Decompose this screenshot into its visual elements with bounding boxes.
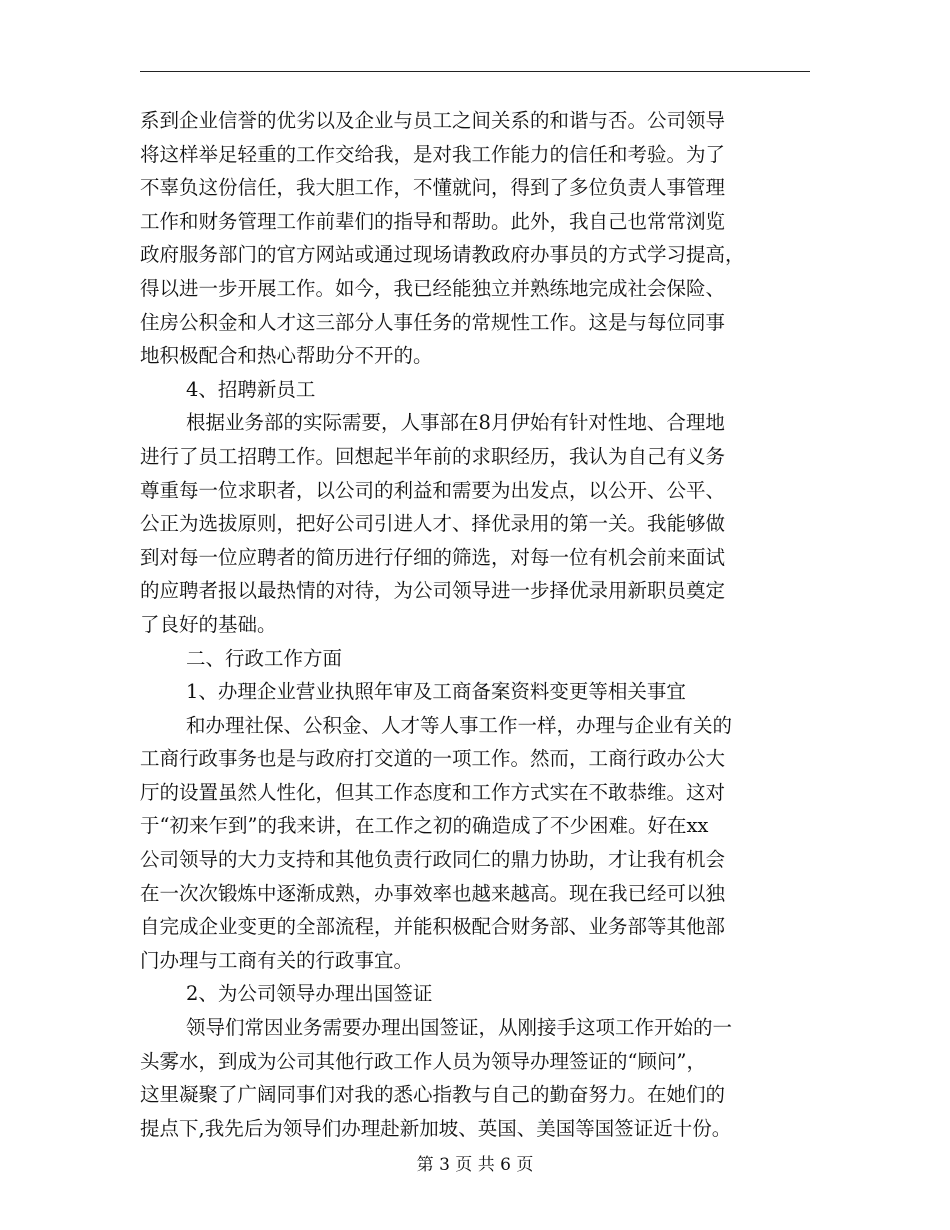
text-line: 了良好的基础。 [140,612,277,636]
header-rule [140,71,810,72]
text-line: 的应聘者报以最热情的对待，为公司领导进一步择优录用新职员奠定 [140,579,726,603]
text-line: 厅的设置虽然人性化，但其工作态度和工作方式实在不敢恭维。这对 [140,780,726,804]
document-body [140,104,810,1145]
text-line: 提点下,我先后为领导们办理赴新加坡、英国、美国等国签证近十份。 [140,1116,732,1140]
text-line: 1、办理企业营业执照年审及工商备案资料变更等相关事宜 [186,680,686,704]
text-line: 到对每一位应聘者的简历进行仔细的筛选，对每一位有机会前来面试 [140,545,726,569]
text-line: 不辜负这份信任，我大胆工作，不懂就问，得到了多位负责人事管理 [140,176,726,200]
text-line: 这里凝聚了广阔同事们对我的悉心指教与自己的勤奋努力。在她们的 [140,1083,726,1107]
text-line: 门办理与工商有关的行政事宜。 [140,948,414,972]
text-line: 公正为选拔原则，把好公司引进人才、择优录用的第一关。我能够做 [140,512,726,536]
text-line: 得以进一步开展工作。如今，我已经能独立并熟练地完成社会保险、 [140,276,726,300]
text-line: 自完成企业变更的全部流程，并能积极配合财务部、业务部等其他部 [140,915,726,939]
text-line: 尊重每一位求职者，以公司的利益和需要为出发点，以公开、公平、 [140,478,726,502]
text-line: 4、招聘新员工 [186,377,316,401]
text-line: 工商行政事务也是与政府打交道的一项工作。然而，工商行政办公大 [140,747,726,771]
text-line: 二、行政工作方面 [186,646,343,670]
text-line: 和办理社保、公积金、人才等人事工作一样，办理与企业有关的 [186,713,733,737]
text-line: 住房公积金和人才这三部分人事任务的常规性工作。这是与每位同事 [140,310,726,334]
text-line: 公司领导的大力支持和其他负责行政同仁的鼎力协助，才让我有机会 [140,848,726,872]
text-line: 领导们常因业务需要办理出国签证，从刚接手这项工作开始的一 [186,1016,733,1040]
text-line: 根据业务部的实际需要，人事部在8月伊始有针对性地、合理地 [186,411,725,435]
text-line: 系到企业信誉的优劣以及企业与员工之间关系的和谐与否。公司领导 [140,109,726,132]
text-line: 头雾水，到成为公司其他行政工作人员为领导办理签证的“顾问”， [140,1049,706,1073]
page-number-label: 第 3 页 共 6 页 [416,1155,534,1175]
text-line: 将这样举足轻重的工作交给我，是对我工作能力的信任和考验。为了 [140,142,726,166]
text-line: 工作和财务管理工作前辈们的指导和帮助。此外，我自己也常常浏览 [140,209,726,233]
text-line: 2、为公司领导办理出国签证 [186,982,433,1006]
text-line: 地积极配合和热心帮助分不开的。 [140,344,433,368]
page-footer [0,1153,950,1177]
text-line: 进行了员工招聘工作。回想起半年前的求职经历，我认为自己有义务 [140,444,726,468]
text-line: 在一次次锻炼中逐渐成熟，办事效率也越来越高。现在我已经可以独 [140,881,726,905]
text-line: 于“初来乍到”的我来讲，在工作之初的确造成了不少困难。好在xx [140,814,709,838]
text-line: 政府服务部门的官方网站或通过现场请教政府办事员的方式学习提高， [140,243,745,267]
